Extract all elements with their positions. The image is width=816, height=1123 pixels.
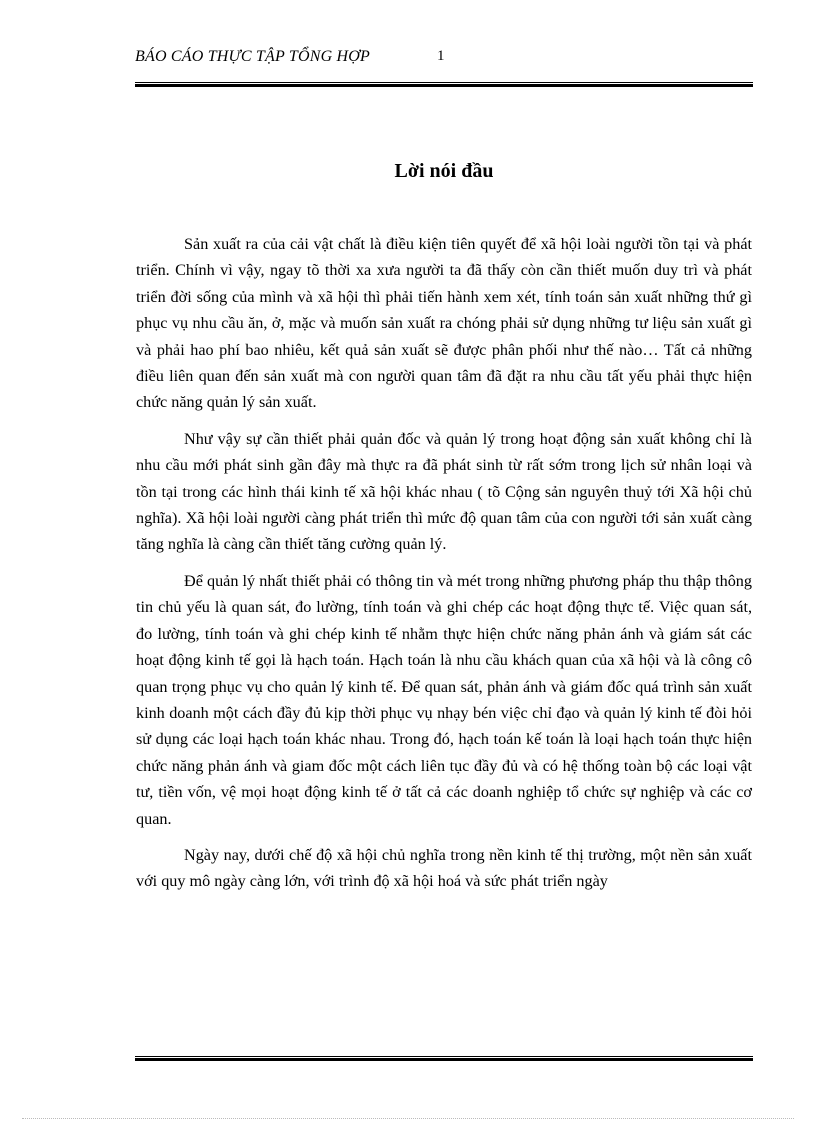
page-boundary <box>22 1118 794 1119</box>
page-header <box>135 48 755 72</box>
body-text <box>136 231 752 905</box>
paragraph: Để quản lý nhất thiết phải có thông tin và mét trong những phương pháp thu thập thông tin chủ yếu là quan sát, đo lường, tính toán và ghi chép các hoạt động thực tế. Việc quan sát, đo lường, tính toán và ghi chép kinh tế nhằm thực hiện chức năng phản ánh và giám sát các hoạt động kinh tế gọi là hạch toán. Hạch toán là nhu cầu khách quan của xã hội và là công cô quan trọng phục vụ cho quản lý kinh tế. Để quan sát, phản ánh và giám đốc quá trình sản xuất kinh doanh một cách đầy đủ kịp thời phục vụ nhạy bén việc chỉ đạo và quản lý kinh tế đòi hỏi sử dụng các loại hạch toán khác nhau. Trong đó, hạch toán kế toán là loại hạch toán thực hiện chức năng phản ánh và giam đốc một cách liên tục đầy đủ và có hệ thống toàn bộ các loại vật tư, tiền vốn, vệ mọi hoạt động kinh tế ở tất cả các doanh nghiệp tổ chức sự nghiệp và các cơ quan. <box>136 571 752 828</box>
footer-rule <box>135 1056 753 1061</box>
page-number: 1 <box>437 48 445 64</box>
paragraph: Như vậy sự cần thiết phải quản đốc và quản lý trong hoạt động sản xuất không chỉ là nhu cầu mới phát sinh gần đây mà thực ra đã phát sinh từ rất sớm trong lịch sử nhân loại và tồn tại trong các hình thái kinh tế xã hội khác nhau ( tõ Cộng sản nguyên thuỷ tới Xã hội chủ nghĩa). Xã hội loài người càng phát triển thì mức độ quan tâm của con người tới sản xuất càng tăng nghĩa là càng cần thiết tăng cường quản lý. <box>136 429 752 554</box>
paragraph: Sản xuất ra của cải vật chất là điều kiện tiên quyết để xã hội loài người tồn tại và phát triển. Chính vì vậy, ngay tõ thời xa xưa người ta đã thấy còn cần thiết muốn duy trì và phát triển đời sống của mình và xã hội thì phải tiến hành xem xét, tính toán sản xuất những thứ gì phục vụ nhu cầu ăn, ở, mặc và muốn sản xuất ra chóng phải sử dụng những tư liệu sản xuất gì và phải hao phí bao nhiêu, kết quả sản xuất sẽ được phân phối như thế nào… Tất cả những điều liên quan đến sản xuất mà con người quan tâm đã đặt ra nhu cầu tất yếu phải thực hiện chức năng quản lý sản xuất. <box>136 235 752 412</box>
paragraph: Ngày nay, dưới chế độ xã hội chủ nghĩa trong nền kinh tế thị trường, một nền sản xuất với quy mô ngày càng lớn, với trình độ xã hội hoá và sức phát triển ngày <box>136 845 752 891</box>
header-title: BÁO CÁO THỰC TẬP TỔNG HỢP <box>135 48 371 65</box>
document-title: Lời nói đầu <box>394 160 494 182</box>
header-rule <box>135 82 753 87</box>
